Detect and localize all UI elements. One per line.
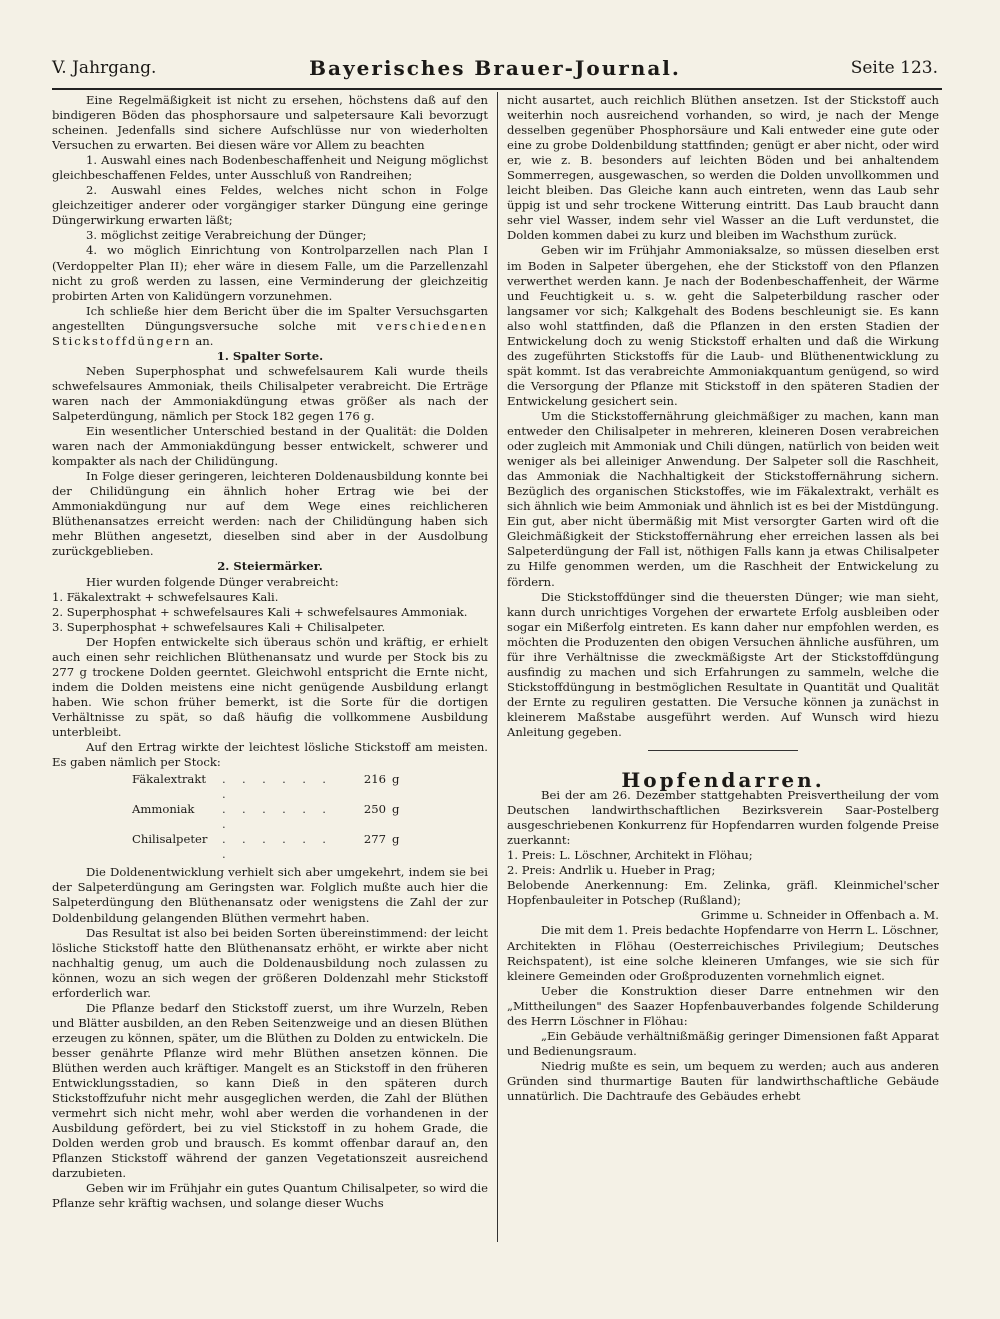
list-item: 1. Auswahl eines nach Bodenbeschaffenheit und Neigung möglichst gleichbeschaffenen Feldes, unter Ausschluß von Randreihen; [52,153,488,183]
table-cell-unit: g [392,772,400,787]
prize-entry: 1. Preis: L. Löschner, Architekt in Flöhau; [507,848,753,863]
paragraph: Auf den Ertrag wirkte der leichtest lösliche Stickstoff am meisten. Es gaben nämlich per Stock: [52,740,488,770]
paragraph: In Folge dieser geringeren, leichteren Doldenausbildung konnte bei der Chilidüngung ein ähnlich hoher Ertrag wie bei der Ammoniakdüngung nur auf dem Wege eines reichlicheren Blüthenansatzes erreicht werden: nach der Chilidüngung haben sich mehr Blüthen angesetzt, dieselben sind aber in der Ausdolbung zurückgeblieben. [52,469,488,559]
table-leader-dots: . . . . . . . [222,802,332,832]
paragraph: Eine Regelmäßigkeit ist nicht zu ersehen, höchstens daß auf den bindigeren Böden das phosphorsaure und salpetersaure Kali bevorzugt scheinen. Jedenfalls sind sichere Aufschlüsse nur von wiederholten Versuchen zu erwarten. Bei diesen wäre vor Allem zu beachten [52,93,488,153]
table-row [52,832,488,862]
paragraph: Der Hopfen entwickelte sich überaus schön und kräftig, er erhielt auch einen sehr reichlichen Blüthenansatz und wurde per Stock bis zu 277 g trockene Dolden geerntet. Gleichwohl entspricht die Ernte nicht, indem die Dolden meistens eine nicht genügende Ausbildung erlangt haben. Wie schon früher bemerkt, ist die Sorte für die dortigen Verhältnisse zu spät, so daß häufig die vollkommene Ausbildung unterbleibt. [52,634,488,739]
table-leader-dots: . . . . . . . [222,832,332,862]
paragraph: Die Stickstoffdünger sind die theuersten Dünger; wie man sieht, kann durch unrichtiges Vorgehen der erwartete Erfolg ausbleiben oder sogar ein Mißerfolg eintreten. Es kann daher nur empfohlen werden, es möchten die Produzenten den obigen Versuchen ähnliche ausführen, um für ihre Verhältnisse die zweckmäßigste Art der Stickstoffdüngung ausfindig zu machen und sich Erfahrungen zu sammeln, welche die Stickstoffdüngung in bestmöglichen Resultate in Quantität und Qualität der Ernte zu reguliren gestatten. Die Versuche können ja zunächst in kleinerem Maßstabe ausgeführt werden. Auf Wunsch wird hiezu Anleitung gegeben. [507,589,939,739]
paragraph: Bei der am 26. Dezember stattgehabten Preisvertheilung der vom Deutschen landwirthschaftlichen Bezirksverein Saar-Postelberg ausgeschriebenen Konkurrenz für Hopfendarren wurden folgende Preise zuerkannt: [507,788,939,848]
paragraph [52,304,488,349]
paragraph: Das Resultat ist also bei beiden Sorten übereinstimmend: der leicht lösliche Stickstoff hatte den Blüthenansatz erhöht, er wirkte aber nicht nachhaltig genug, um auch die Doldenausbildung noch zulassen zu können, wozu an sich wegen der größeren Doldenzahl mehr Stickstoff erforderlich war. [52,925,488,1000]
right-column [507,93,939,1248]
paragraph: Die Doldenentwicklung verhielt sich aber umgekehrt, indem sie bei der Salpeterdüngung am Geringsten war. Folglich mußte auch hier die Salpeterdüngung den Blüthenansatz oder wenigstens die Zahl der zur Doldenbildung gelangenden Blüthen vermehrt haben. [52,865,488,925]
emphasized-text: verschiedenen Stickstoffdüngern [52,318,488,348]
volume-label: V. Jahrgang. [52,58,157,78]
section-title: Hopfendarren. [621,768,825,793]
table-cell-unit: g [392,832,400,847]
table-cell-unit: g [392,802,400,817]
list-item: 4. wo möglich Einrichtung von Kontrolparzellen nach Plan I (Verdoppelter Plan II); eher wäre in diesem Falle, um die Parzellenzahl nicht zu groß werden zu lassen, eine Verminderung der gleichzeitig probirten Arten von Kalidüngern vorzunehmen. [52,243,488,303]
masthead [52,56,938,86]
left-column [52,93,488,1248]
column-divider [497,92,498,1242]
prize-entry: 2. Preis: Andrlik u. Hueber in Prag; [507,863,716,878]
list-item: 2. Auswahl eines Feldes, welches nicht schon in Folge gleichzeitiger anderer oder vorgängiger starker Düngung eine geringe Düngerwirkung erwarten läßt; [52,183,488,228]
list-item: 3. möglichst zeitige Verabreichung der Dünger; [86,228,367,243]
table-cell-name: Fäkalextrakt [132,772,207,787]
prize-entry: Grimme u. Schneider in Offenbach a. M. [700,908,939,923]
section-divider [648,750,798,751]
section-heading: 1. Spalter Sorte. [216,348,324,363]
quote-paragraph: „Ein Gebäude verhältnißmäßig geringer Dimensionen faßt Apparat und Bedienungsraum. [507,1028,939,1058]
paragraph: Die mit dem 1. Preis bedachte Hopfendarre von Herrn L. Löschner, Architekten in Flöhau (Oesterreichisches Privilegium; Deutsches Reichspatent), ist eine solche kleineren Umfanges, wie sie sich für kleinere Gemeinden oder Großproduzenten vornehmlich eignet. [507,923,939,983]
text-run: an. [195,333,214,348]
table-row [52,802,488,832]
paragraph: Die Pflanze bedarf den Stickstoff zuerst, um ihre Wurzeln, Reben und Blätter ausbilden, an den Reben Seitenzweige und an diesen Blüthen erzeugen zu können, später, um die Blüthen zu Dolden zu entwickeln. Die besser genährte Pflanze wird mehr Blüthen ansetzen können. Die Blüthen werden auch kräftiger. Mangelt es an Stickstoff in den früheren Entwicklungsstadien, so kann Dieß in den späteren durch Stickstoffzufuhr nicht mehr ausgeglichen werden, die Zahl der Blüthen vermehrt sich nicht mehr, wohl aber werden die vorhandenen in der Ausbildung gefördert, bei zu viel Stickstoff in zu hohem Grade, die Dolden werden grob und brausch. Es kommt offenbar darauf an, den Pflanzen Stickstoff während der ganzen Vegetationszeit ausreichend darzubieten. [52,1000,488,1181]
paragraph: Geben wir im Frühjahr ein gutes Quantum Chilisalpeter, so wird die Pflanze sehr kräftig wachsen, und solange dieser Wuchs [52,1181,488,1211]
yield-table [52,772,488,862]
page-number: Seite 123. [850,58,938,78]
section-heading: 2. Steiermärker. [217,559,323,574]
table-cell-value: 250 [363,802,386,817]
paragraph: Hier wurden folgende Dünger verabreicht: [86,574,339,589]
list-item: 3. Superphosphat + schwefelsaures Kali + Chilisalpeter. [52,619,386,634]
paragraph: Neben Superphosphat und schwefelsaurem Kali wurde theils schwefelsaures Ammoniak, theils Chilisalpeter verabreicht. Die Erträge waren nach der Ammoniakdüngung etwas größer als nach der Salpeterdüngung, nämlich per Stock 182 gegen 176 g. [52,363,488,423]
quote-paragraph: Niedrig mußte es sein, um bequem zu werden; auch aus anderen Gründen sind thurmartige Bauten für landwirthschaftliche Gebäude unnatürlich. Die Dachtraufe des Gebäudes erhebt [507,1058,939,1103]
table-cell-name: Ammoniak [132,802,195,817]
paragraph: nicht ausartet, auch reichlich Blüthen ansetzen. Ist der Stickstoff auch weiterhin noch ausreichend vorhanden, so wird, je nach der Menge desselben gegenüber Phosphorsäure und Kali entweder eine gute oder eine zu grobe Doldenbildung stattfinden; genügt er aber nicht, oder wird er, wie z. B. besonders auf leichten Böden und bei anhaltendem Sommerregen, ausgewaschen, so werden die Dolden unvollkommen und leicht bleiben. Das Gleiche kann auch eintreten, wenn das Laub sehr üppig ist und sehr trockene Witterung eintritt. Das Laub braucht dann sehr viel Wasser, indem sehr viel Wasser an die Luft verdunstet, die Dolden kommen dabei zu kurz und bleiben im Wachsthum zurück. [507,93,939,243]
header-rule [52,88,942,90]
paragraph: Um die Stickstoffernährung gleichmäßiger zu machen, kann man entweder den Chilisalpeter in mehreren, kleineren Dosen verabreichen oder zugleich mit Ammoniak und Chili düngen, natürlich von beiden weit weniger als bei alleiniger Anwendung. Der Salpeter soll die Raschheit, das Ammoniak die Nachhaltigkeit der Stickstoffernährung sichern. Bezüglich des organischen Stickstoffes, wie im Fäkalextrakt, verhält es sich ähnlich wie beim Ammoniak und ähnlich ist es bei der Mistdüngung. Ein gut, aber nicht übermäßig mit Mist versorgter Garten wird oft die Gleichmäßigkeit der Stickstoffernährung eher erreichen lassen als bei Salpeterdüngung der Fall ist, nöthigen Falls kann ja etwas Chilisalpeter zu Hilfe genommen werden, um die Raschheit der Entwickelung zu fördern. [507,408,939,589]
text-run: Ich schließe hier dem Bericht über die im Spalter Versuchsgarten angestellten Düngungsversuche solche mit [52,303,488,333]
list-item: 2. Superphosphat + schwefelsaures Kali + schwefelsaures Ammoniak. [52,604,468,619]
prize-entry: Belobende Anerkennung: Em. Zelinka, gräfl. Kleinmichel'scher Hopfenbauleiter in Potschep (Rußland); [507,878,939,908]
table-cell-value: 277 [363,832,386,847]
list-item: 1. Fäkalextrakt + schwefelsaures Kali. [52,589,279,604]
paragraph: Ueber die Konstruktion dieser Darre entnehmen wir den „Mittheilungen" des Saazer Hopfenbauverbandes folgende Schilderung des Herrn Löschner in Flöhau: [507,983,939,1028]
paragraph: Ein wesentlicher Unterschied bestand in der Qualität: die Dolden waren nach der Ammoniakdüngung besser entwickelt, schwerer und kompakter als nach der Chilidüngung. [52,424,488,469]
paragraph: Geben wir im Frühjahr Ammoniaksalze, so müssen dieselben erst im Boden in Salpeter übergehen, ehe der Stickstoff von den Pflanzen verwerthet werden kann. Je nach der Bodenbeschaffenheit, der Wärme und Feuchtigkeit u. s. w. geht die Salpeterbildung rascher oder langsamer vor sich; Kalkgehalt des Bodens beschleunigt sie. Es kann also wohl stattfinden, daß die Pflanzen in den ersten Stadien der Entwickelung doch zu wenig Stickstoff erhalten und daß die Wirkung des zugeführten Stickstoffs für die Laub- und Blüthenentwicklung zu spät kommt. Ist das verabreichte Ammoniakquantum genügend, so wird die Versorgung der Pflanze mit Stickstoff in den späteren Stadien der Entwickelung gesichert sein. [507,243,939,408]
journal-title: Bayerisches Brauer-Journal. [309,56,681,80]
table-cell-value: 216 [363,772,386,787]
table-row [52,772,488,802]
table-leader-dots: . . . . . . . [222,772,332,802]
table-cell-name: Chilisalpeter [132,832,208,847]
